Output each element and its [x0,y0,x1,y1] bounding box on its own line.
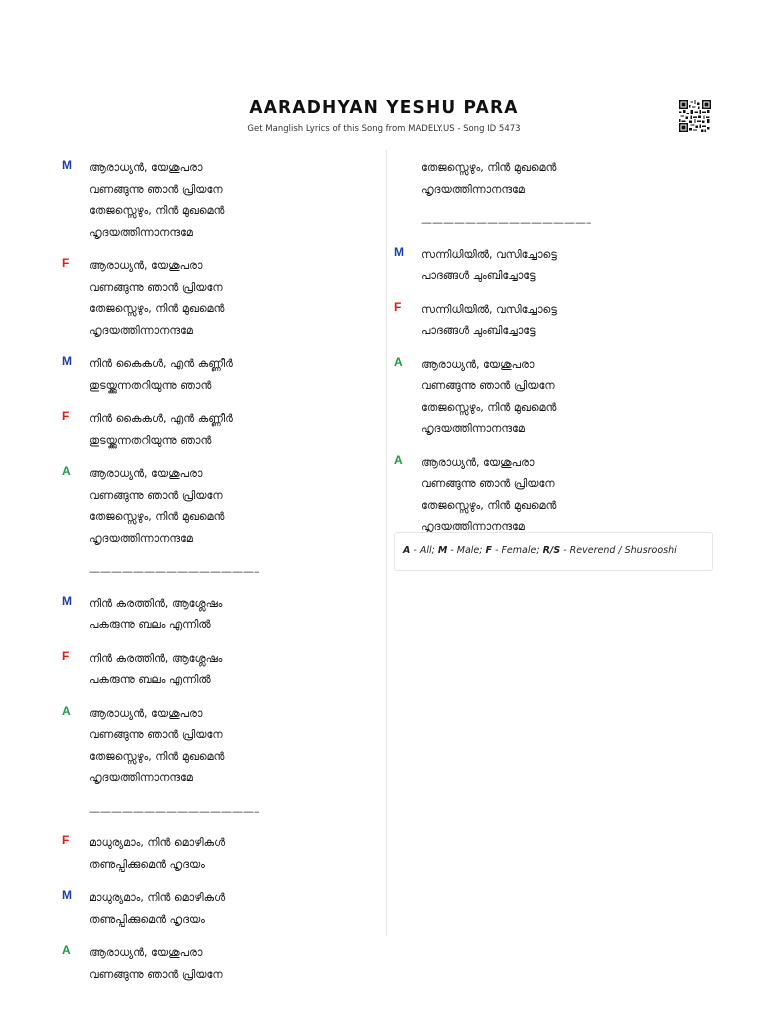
lyric-verse [394,157,714,200]
section-separator: ———————————————– [421,216,592,229]
lyric-line: ഹൃദയത്തിന്നാനന്ദമേ [89,531,193,545]
lyric-line: തണുപ്പിക്കുമെൻ ഹൃദയം [89,857,205,871]
lyric-verse [62,887,372,930]
song-subtitle: Get Manglish Lyrics of this Song from MADELY.US - Song ID 5473 [247,124,521,134]
lyric-verse [62,353,372,396]
legend-key: R/S [542,545,561,556]
lyric-line: നിൻ കൈകൾ, എൻ കണ്ണീർ [89,357,233,370]
legend-text: - All; [410,545,438,556]
lyric-line: പാദങ്ങൾ ചുംബിച്ചോട്ടേ [421,324,536,337]
lyric-line: വണങ്ങുന്നു ഞാൻ പ്രിയനേ [421,379,555,392]
singer-tag: A [62,703,71,718]
lyric-line: തേജസ്സെഴും, നിൻ മുഖമെൻ [89,204,225,217]
lyric-verse [394,299,714,342]
singer-tag: F [62,256,70,270]
legend-text: - Male; [447,545,486,556]
lyric-line: നിൻ കൈകൾ, എൻ കണ്ണീർ [89,412,233,425]
lyric-line: ഹൃദയത്തിന്നാനന്ദമേ [421,422,525,435]
lyric-line: ഹൃദയത്തിന്നാനന്ദമേ [89,771,193,784]
lyric-line: നിൻ കരത്തിൻ, ആശ്ലേഷം [89,651,223,665]
lyric-verse [62,255,372,341]
song-title: AARADHYAN YESHU PARA [249,97,519,119]
legend-text: - Female; [492,545,543,556]
lyric-line: ഹൃദയത്തിന്നാനന്ദമേ [421,520,525,533]
singer-tag: M [62,354,72,368]
lyric-line: ആരാധ്യൻ, യേശുപരാ [421,455,535,469]
singer-tag: F [62,409,70,423]
lyric-line: വണങ്ങുന്നു ഞാൻ പ്രിയനേ [89,967,223,981]
lyric-line: ഹൃദയത്തിന്നാനന്ദമേ [89,323,193,337]
lyric-line: ആരാധ്യൻ, യേശുപരാ [89,946,203,959]
lyric-line: വണങ്ങുന്നു ഞാൻ പ്രിയനേ [89,182,223,196]
lyric-line: വണങ്ങുന്നു ഞാൻ പ്രിയനേ [421,477,555,490]
column-divider [386,150,387,936]
lyric-line: മാധുര്യമാം, നിൻ മൊഴികൾ [89,891,226,904]
singer-tag: M [62,158,72,172]
singer-tag: F [62,648,70,663]
singer-tag: M [394,244,404,259]
lyric-verse [62,463,372,549]
lyric-line: ആരാധ്യൻ, യേശുപരാ [89,259,203,272]
lyric-line: ഹൃദയത്തിന്നാനന്ദമേ [421,182,525,196]
lyric-line: ഹൃദയത്തിന്നാനന്ദമേ [89,225,193,239]
lyric-verse [62,648,372,691]
lyric-line: തേജസ്സെഴും, നിൻ മുഖമെൻ [421,498,557,512]
lyric-line: സന്നിധിയിൽ, വസിച്ചോട്ടെ [421,247,557,261]
singer-tag: A [394,452,403,467]
lyric-verse [62,703,372,789]
lyric-line: ആരാധ്യൻ, യേശുപരാ [421,357,535,371]
legend-key: F [485,545,492,556]
lyric-verse [394,244,714,287]
lyric-verse [394,354,714,440]
lyric-verse [62,157,372,243]
lyric-verse [62,832,372,875]
singer-tag: A [62,464,71,478]
lyric-line: വണങ്ങുന്നു ഞാൻ പ്രിയനേ [89,280,223,294]
lyric-line: പാദങ്ങൾ ചുംബിച്ചോട്ടേ [421,269,536,282]
singer-tag: A [62,943,71,957]
legend-key: M [437,545,448,556]
lyric-line: തുടയ്ക്കുന്നതറിയുന്നു ഞാൻ [89,433,212,447]
lyric-line: പകരുന്നു ബലം എന്നിൽ [89,618,211,631]
singer-tag: A [394,354,403,369]
legend-text: - Reverend / Shusrooshi [560,545,677,556]
lyric-line: ആരാധ്യൻ, യേശുപരാ [89,467,203,480]
lyric-verse [62,593,372,636]
lyric-line: തേജസ്സെഴും, നിൻ മുഖമെൻ [421,161,557,174]
qr-code-icon[interactable] [679,100,711,132]
lyric-line: വണങ്ങുന്നു ഞാൻ പ്രിയനേ [89,488,223,502]
lyric-line: നിൻ കരത്തിൻ, ആശ്ലേഷം [89,596,223,610]
lyric-line: തേജസ്സെഴും, നിൻ മുഖമെൻ [89,749,225,763]
lyric-line: വണങ്ങുന്നു ഞാൻ പ്രിയനേ [89,728,223,741]
section-separator: ———————————————– [89,804,260,818]
lyric-line: മാധുര്യമാം, നിൻ മൊഴികൾ [89,836,226,849]
lyric-verse [394,452,714,538]
lyrics-left-column [62,157,372,997]
lyrics-right-column [394,157,714,550]
lyric-line: പകരുന്നു ബലം എന്നിൽ [89,673,211,686]
legend-box [394,532,713,571]
lyric-line: സന്നിധിയിൽ, വസിച്ചോട്ടെ [421,302,557,316]
lyric-line: തേജസ്സെഴും, നിൻ മുഖമെൻ [421,400,557,414]
legend-key: A [403,545,411,556]
lyric-verse [62,408,372,451]
lyric-line: ആരാധ്യൻ, യേശുപരാ [89,706,203,720]
singer-tag: F [394,299,402,314]
singer-tag: F [62,833,70,847]
lyric-line: തുടയ്ക്കുന്നതറിയുന്നു ഞാൻ [89,378,212,392]
lyric-verse [62,942,372,985]
lyric-line: ആരാധ്യൻ, യേശുപരാ [89,161,203,174]
lyric-line: തേജസ്സെഴും, നിൻ മുഖമെൻ [89,510,225,523]
lyric-line: തേജസ്സെഴും, നിൻ മുഖമെൻ [89,302,225,315]
lyric-line: തണുപ്പിക്കുമെൻ ഹൃദയം [89,912,205,926]
singer-tag: M [62,888,72,902]
section-separator: ———————————————– [89,565,260,578]
singer-tag: M [62,593,72,608]
